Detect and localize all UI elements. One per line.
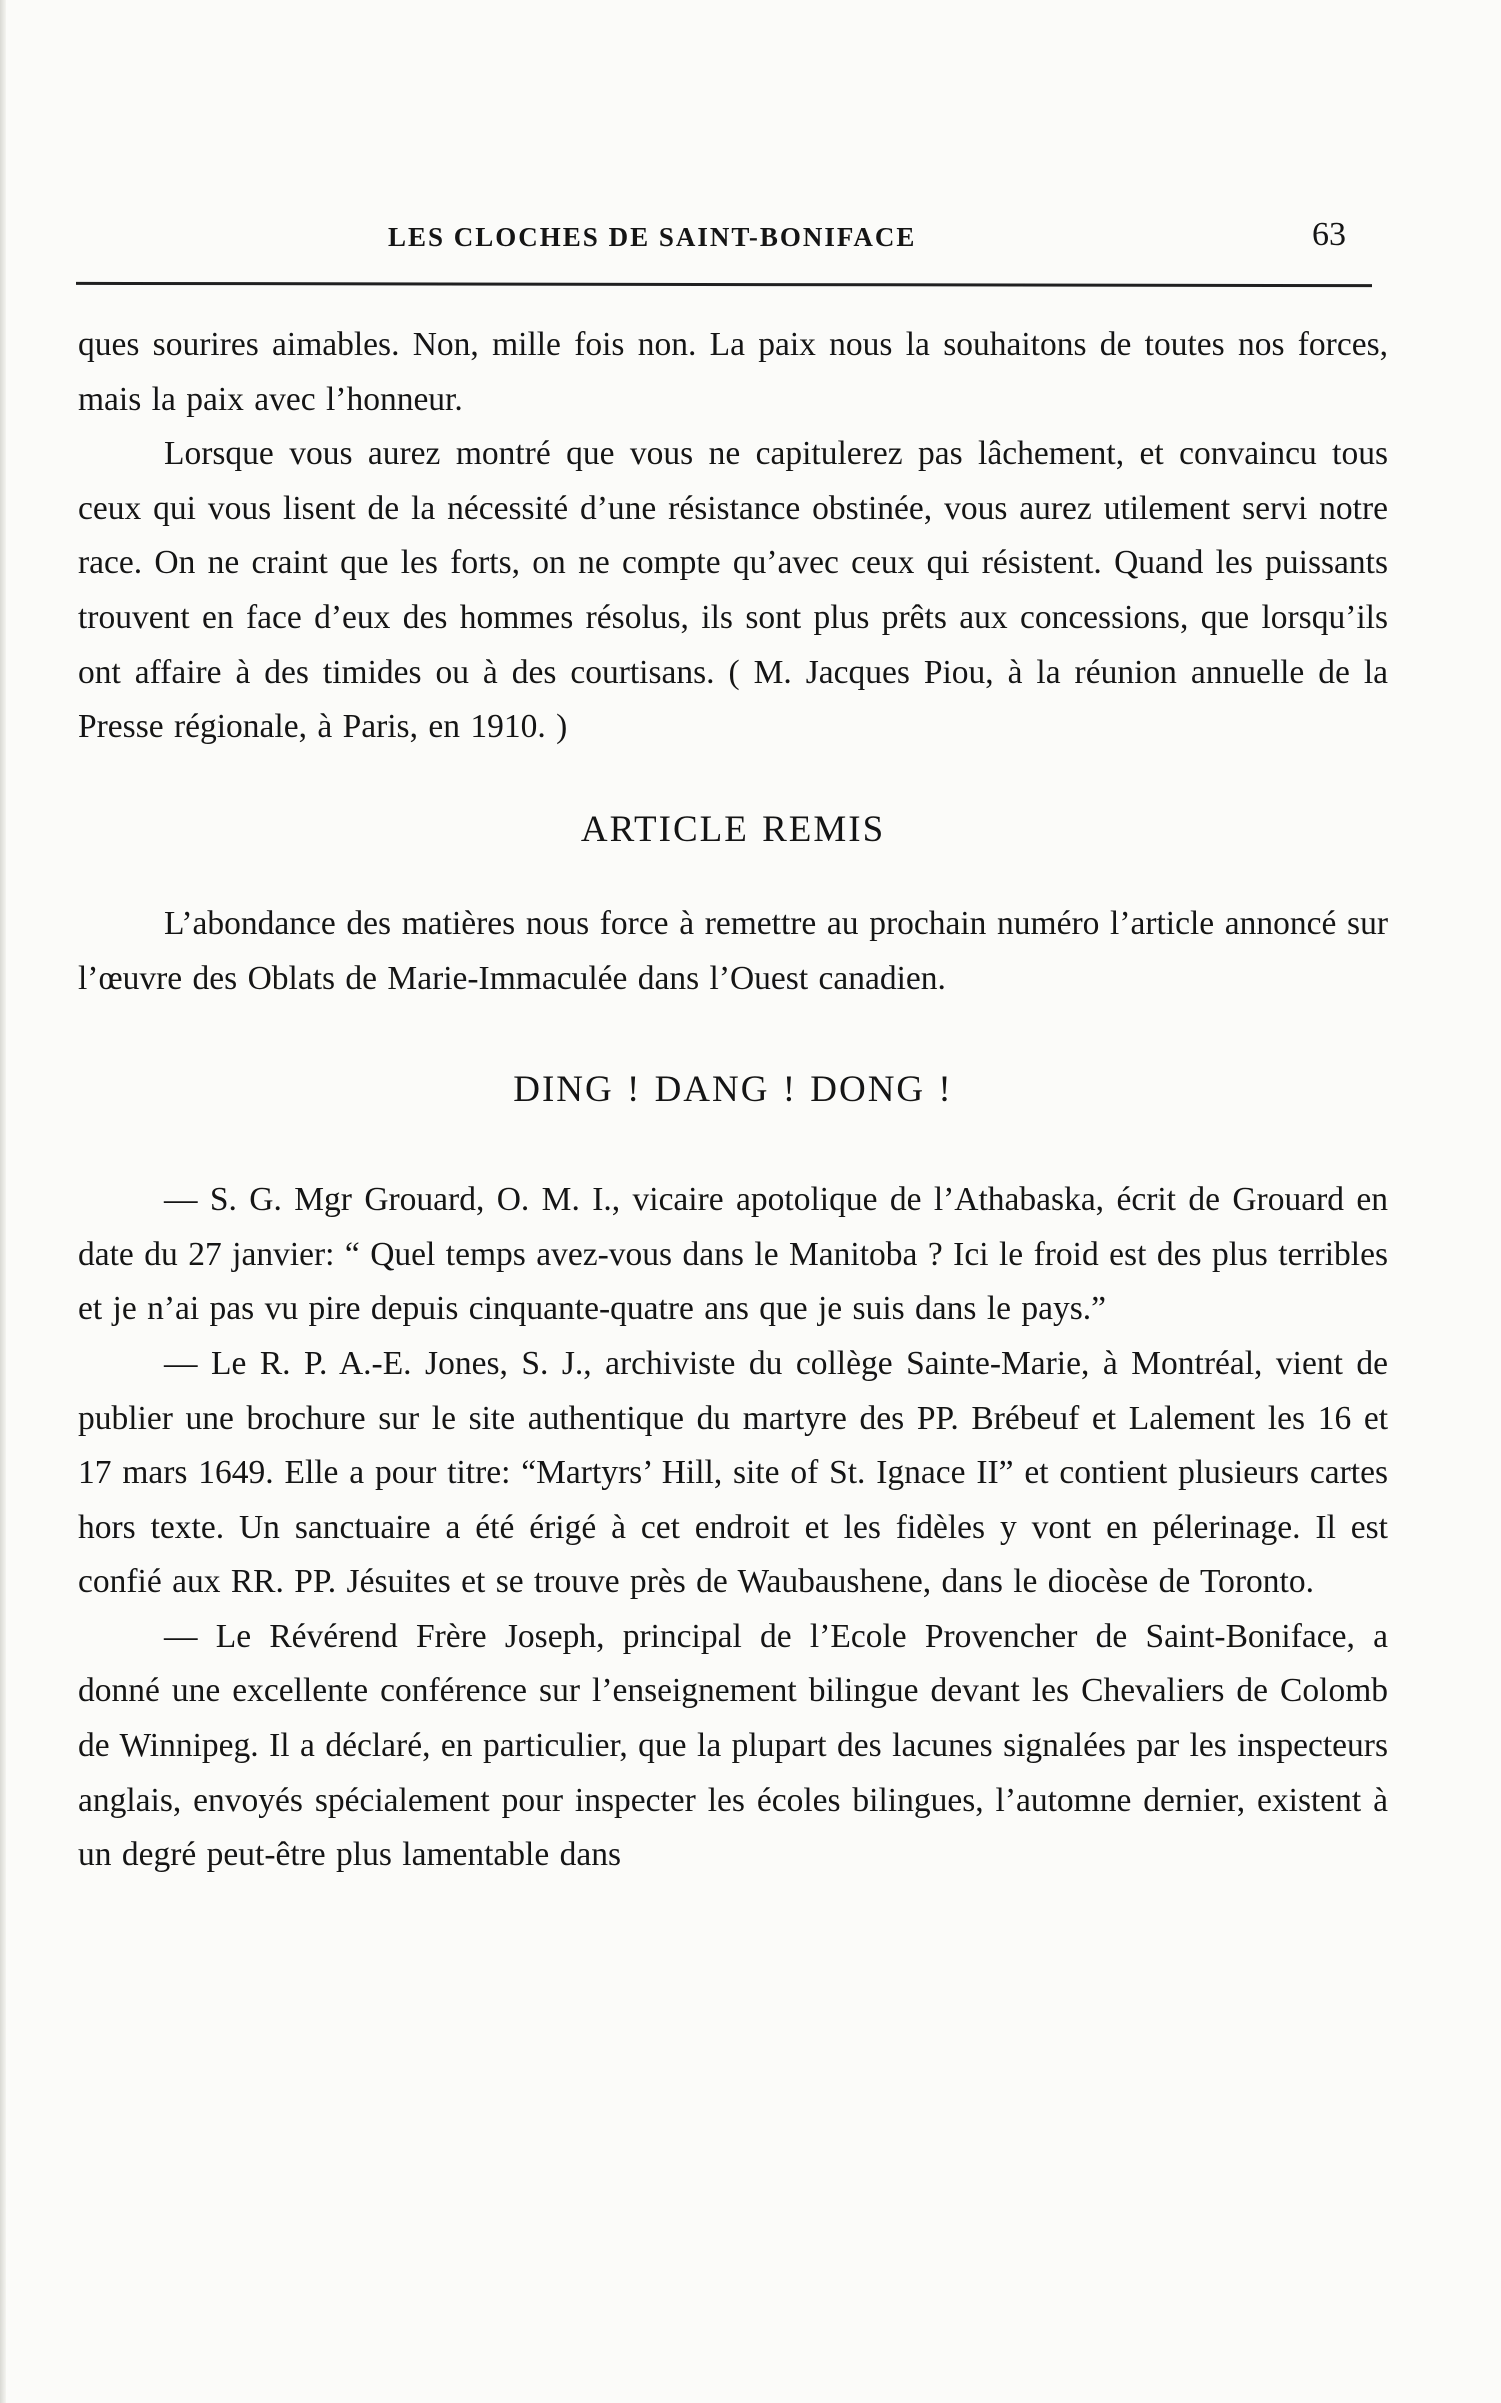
paragraph-article-remis: L’abondance des matières nous force à remettre au prochain numéro l’article annoncé sur l’œuvre des Oblats de Marie-Immaculée dans l’Ouest canadien. [78,905,1388,997]
paragraph-jones: — Le R. P. A.-E. Jones, S. J., archiviste du collège Sainte-Marie, à Montréal, vient de publier une brochure sur le site authentique du martyre des PP. Brébeuf et Lalement les 16 et 17 mars 1649. Elle a pour titre: “Martyrs’ Hill, site of St. Ignace II” et contient plusieurs cartes hors texte. Un sanctuaire a été érigé à cet endroit et les fidèles y vont en pélerinage. Il est confié aux RR. PP. Jésuites et se trouve près de Waubaushene, dans le diocèse de Toronto. [78,1344,1388,1601]
paragraph-quote: Lorsque vous aurez montré que vous ne capitulerez pas lâchement, et convaincu tous ceux qui vous lisent de la nécessité d’une résistance obstinée, vous aurez utilement servi notre race. On ne craint que les forts, on ne compte qu’avec ceux qui résistent. Quand les puissants trouvent en face d’eux des hommes résolus, ils sont plus prêts aux concessions, que lorsqu’ils ont affaire à des timides ou à des courtisans. ( M. Jacques Piou, à la réunion annuelle de la Presse régionale, à Paris, en 1910. ) [78,435,1388,746]
section-title-ding-dang-dong: DING ! DANG ! DONG ! [513,1068,953,1110]
running-header: LES CLOCHES DE SAINT-BONIFACE [388,222,917,252]
paragraph-grouard: — S. G. Mgr Grouard, O. M. I., vicaire apotolique de l’Athabaska, écrit de Grouard en date du 27 janvier: “ Quel temps avez-vous dans le Manitoba ? Ici le froid est des plus terribles et je n’ai pas vu pire depuis cinquante-quatre ans que je suis dans le pays.” [78,1181,1388,1328]
paragraph-frere-joseph: — Le Révérend Frère Joseph, principal de l’Ecole Provencher de Saint-Boniface, a donné une excellente conférence sur l’enseignement bilingue devant les Chevaliers de Colomb de Winnipeg. Il a déclaré, en particulier, que la plupart des lacunes signalées par les inspecteurs anglais, envoyés spécialement pour inspecter les écoles bilingues, l’automne dernier, existent à un degré peut-être plus lamentable dans [78,1617,1388,1874]
section-title-article-remis: ARTICLE REMIS [580,808,886,850]
header-rule [76,282,1372,287]
paragraph-continuation: ques sourires aimables. Non, mille fois non. La paix nous la souhaitons de toutes nos forces, mais la paix avec l’honneur. [78,326,1388,418]
page-edge [0,0,6,2403]
page-number: 63 [1312,216,1346,253]
page-body [78,318,1388,1883]
